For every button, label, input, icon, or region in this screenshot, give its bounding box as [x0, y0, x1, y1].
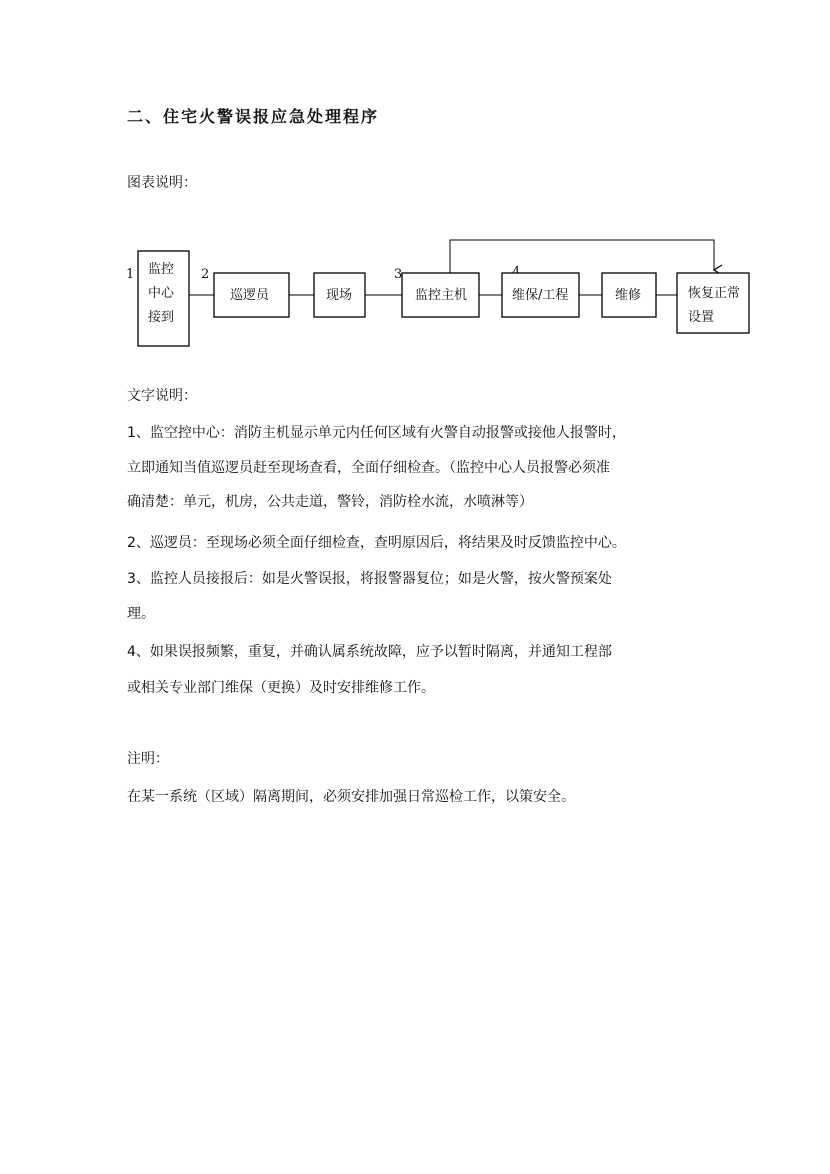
monitor-center-label-line-1: 监控	[148, 262, 175, 277]
text-caption: 文字说明：	[127, 388, 197, 404]
step-number-2: 2	[201, 267, 210, 282]
flowchart	[0, 0, 830, 360]
monitor-center-label-line-3: 接到	[148, 310, 175, 325]
step-number-3: 3	[394, 267, 403, 282]
step-number-1: 1	[126, 267, 135, 282]
item-1-line-2: 立即通知当值巡逻员赶至现场查看，全面仔细检查。（监控中心人员报警必须准	[127, 460, 610, 476]
item-1-line-1: 1、监空控中心：消防主机显示单元内任何区域有火警自动报警或接他人报警时，	[127, 425, 626, 441]
item-4-line-2: 或相关专业部门维保（更换）及时安排维修工作。	[127, 680, 435, 696]
item-1-line-3: 确清楚：单元，机房，公共走道，警铃，消防栓水流，水喷淋等）	[127, 494, 533, 510]
feedback-arrow	[450, 240, 714, 273]
restore-label-line-1: 恢复正常	[688, 286, 741, 301]
item-4-line-1: 4、如果误报频繁，重复，并确认属系统故障，应予以暂时隔离，并通知工程部	[127, 644, 612, 660]
maintenance-label: 维保/工程	[512, 288, 569, 303]
section-heading: 二、住宅火警误报应急处理程序	[127, 107, 380, 126]
monitor-center-label-line-2: 中心	[148, 286, 175, 301]
note-text: 在某一系统（区域）隔离期间，必须安排加强日常巡检工作，以策安全。	[127, 789, 575, 805]
restore-label-line-2: 设置	[688, 310, 715, 325]
monitor-host-label: 监控主机	[415, 288, 468, 303]
item-2-line-1: 2、巡逻员：至现场必须全面仔细检查，查明原因后，将结果及时反馈监控中心。	[127, 535, 626, 551]
item-3-line-2: 理。	[127, 606, 155, 622]
note-caption: 注明：	[127, 751, 169, 767]
item-3-line-1: 3、监控人员接报后：如是火警误报，将报警器复位；如是火警，按火警预案处	[127, 571, 612, 587]
repair-label: 维修	[615, 288, 642, 303]
scene-label: 现场	[326, 288, 353, 303]
chart-caption: 图表说明：	[127, 175, 197, 191]
patrol-officer-label: 巡逻员	[230, 288, 270, 303]
